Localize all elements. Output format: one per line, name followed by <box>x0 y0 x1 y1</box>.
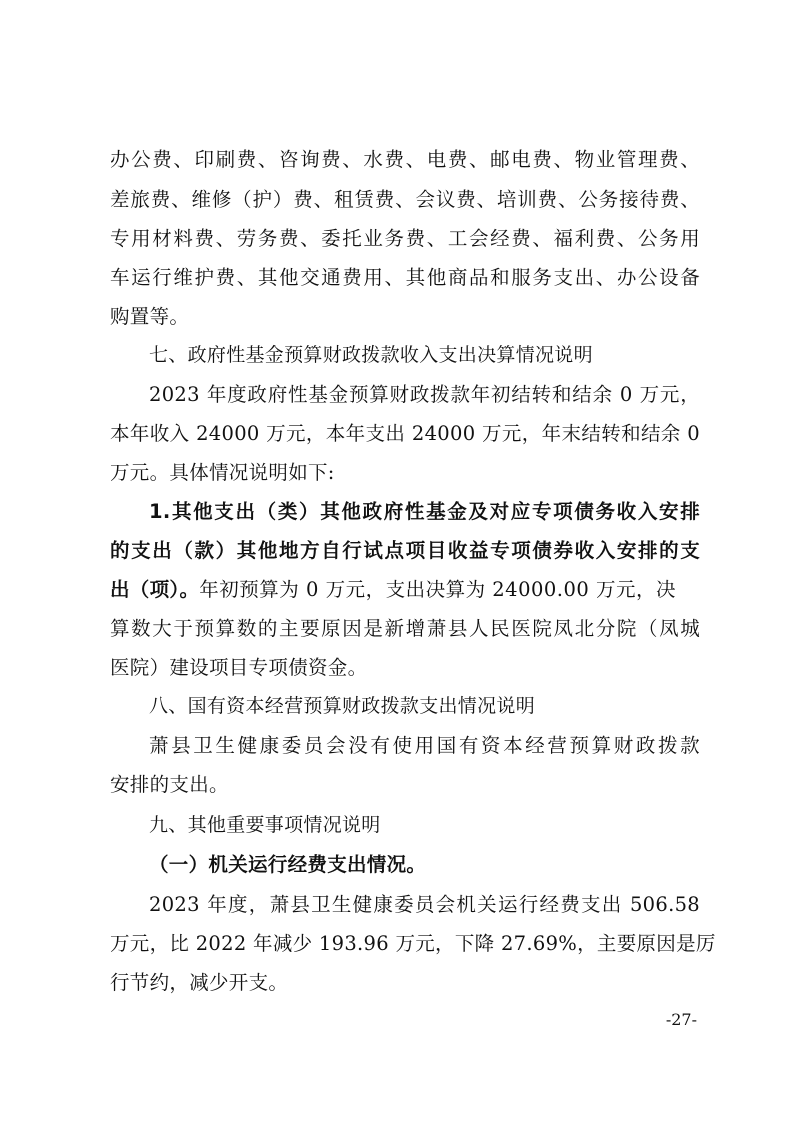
paragraph-line: 萧县卫生健康委员会没有使用国有资本经营预算财政拨款 <box>149 734 700 757</box>
paragraph-line: 2023 年度政府性基金预算财政拨款年初结转和结余 0 万元， <box>149 383 700 406</box>
section-heading-8: 八、国有资本经营预算财政拨款支出情况说明 <box>149 695 536 717</box>
paragraph-line: 万元。具体情况说明如下: <box>110 461 335 484</box>
paragraph-line: 购置等。 <box>110 305 190 328</box>
paragraph-line: 2023 年度，萧县卫生健康委员会机关运行经费支出 506.58 <box>149 893 700 916</box>
paragraph-line: 医院）建设项目专项债资金。 <box>110 656 368 679</box>
section-heading-7: 七、政府性基金预算财政拨款收入支出决算情况说明 <box>149 344 593 366</box>
paragraph-line: 算数大于预算数的主要原因是新增萧县人民医院凤北分院（凤城 <box>110 617 700 640</box>
paragraph-line: 差旅费、维修（护）费、租赁费、会议费、培训费、公务接待费、 <box>110 188 700 211</box>
section-heading-9: 九、其他重要事项情况说明 <box>149 814 381 836</box>
paragraph-line: 办公费、印刷费、咨询费、水费、电费、邮电费、物业管理费、 <box>110 148 700 171</box>
paragraph-line: 专用材料费、劳务费、委托业务费、工会经费、福利费、公务用 <box>110 227 700 250</box>
paragraph-line: 安排的支出。 <box>110 773 229 796</box>
page-number: -27- <box>665 1010 697 1029</box>
paragraph-line: 车运行维护费、其他交通费用、其他商品和服务支出、办公设备 <box>110 266 700 289</box>
paragraph-line: 本年收入 24000 万元，本年支出 24000 万元，年末结转和结余 0 <box>110 422 700 445</box>
paragraph-line: 行节约，减少开支。 <box>110 971 289 994</box>
paragraph-line <box>110 580 700 604</box>
paragraph-line: 万元，比 2022 年减少 193.96 万元，下降 27.69%，主要原因是厉 <box>110 932 716 955</box>
subsection-heading: 的支出（款）其他地方自行试点项目收益专项债券收入安排的支 <box>110 539 700 562</box>
subsection-heading: 1.其他支出（类）其他政府性基金及对应专项债务收入安排 <box>149 500 700 523</box>
paragraph-text: 年初预算为 0 万元，支出决算为 24000.00 万元，决 <box>199 578 677 601</box>
subsection-heading-end: 出（项）。 <box>110 578 200 601</box>
subsection-heading: （一）机关运行经费支出情况。 <box>149 853 427 876</box>
